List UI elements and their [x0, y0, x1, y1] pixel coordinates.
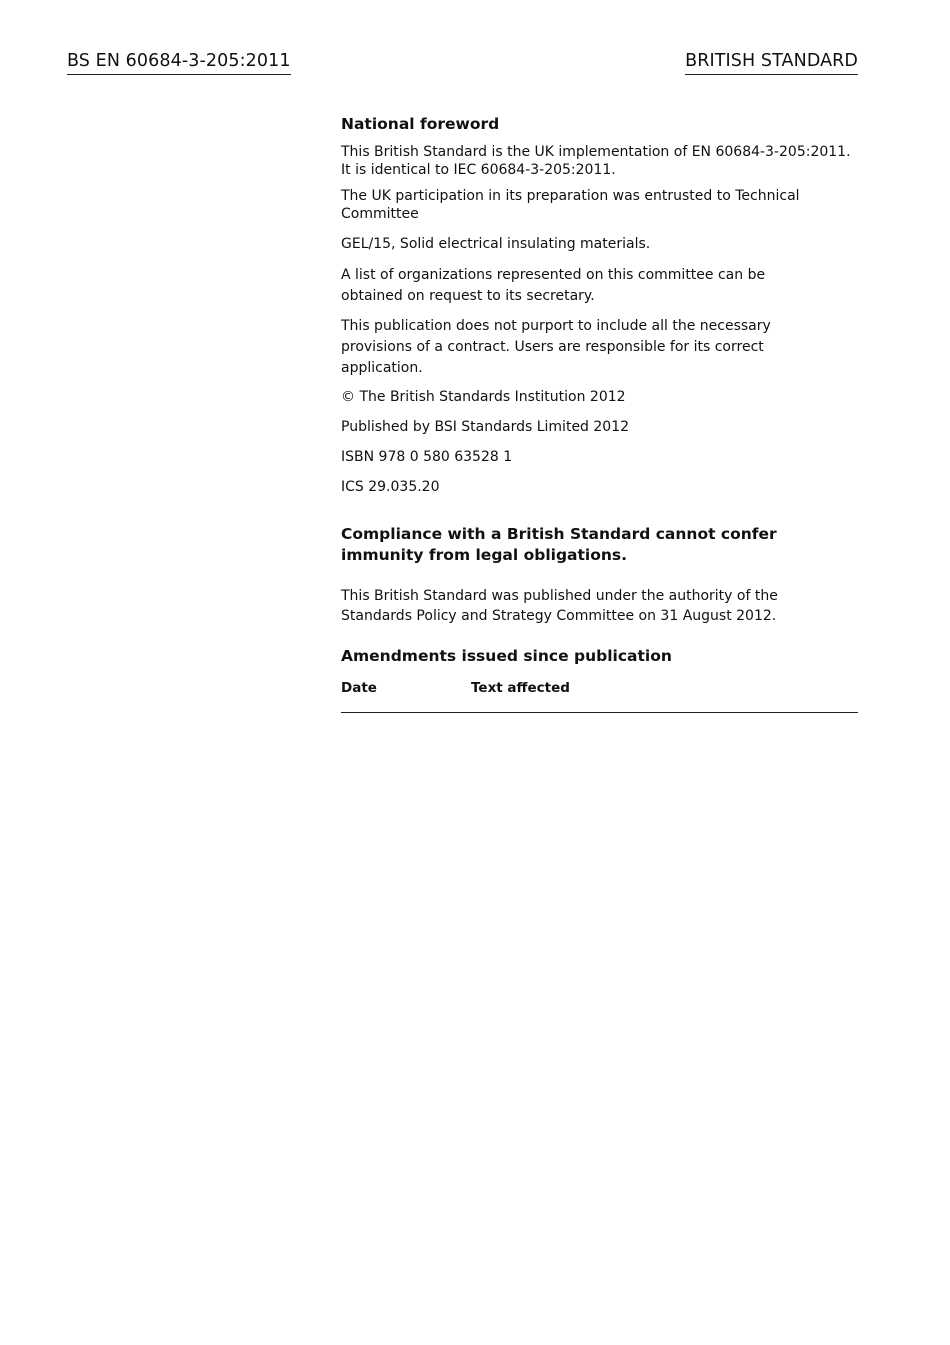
foreword-paragraph-committee: The UK participation in its preparation was entrusted to Technical Committee	[341, 188, 800, 222]
foreword-paragraph-provisions: This publication does not purport to include all the necessary provisions of a contract. Users are responsible for its correct application.	[341, 318, 771, 376]
copyright-line: © The British Standards Institution 2012	[341, 389, 626, 405]
foreword-paragraph-gel15: GEL/15, Solid electrical insulating materials.	[341, 236, 651, 252]
publisher-line: Published by BSI Standards Limited 2012	[341, 419, 630, 435]
document-type: BRITISH STANDARD	[685, 50, 858, 75]
amendments-heading: Amendments issued since publication	[341, 647, 672, 665]
foreword-paragraph-implementation: This British Standard is the UK implementation of EN 60684-3-205:2011. It is identical to IEC 60684-3-205:2011.	[341, 144, 851, 178]
ics-line: ICS 29.035.20	[341, 479, 440, 495]
amendments-column-date: Date	[341, 680, 377, 696]
main-content	[341, 114, 859, 713]
amendments-table-header	[341, 680, 858, 697]
compliance-heading: Compliance with a British Standard cannot confer immunity from legal obligations.	[341, 525, 777, 564]
national-foreword-heading: National foreword	[341, 115, 500, 133]
isbn-line: ISBN 978 0 580 63528 1	[341, 449, 513, 465]
foreword-paragraph-organizations: A list of organizations represented on this committee can be obtained on request to its secretary.	[341, 267, 766, 304]
amendments-column-text-affected: Text affected	[471, 680, 570, 696]
authority-paragraph: This British Standard was published under the authority of the Standards Policy and Strategy Committee on 31 August 2012.	[341, 588, 778, 624]
document-number: BS EN 60684-3-205:2011	[67, 50, 291, 75]
amendments-table	[341, 680, 858, 713]
